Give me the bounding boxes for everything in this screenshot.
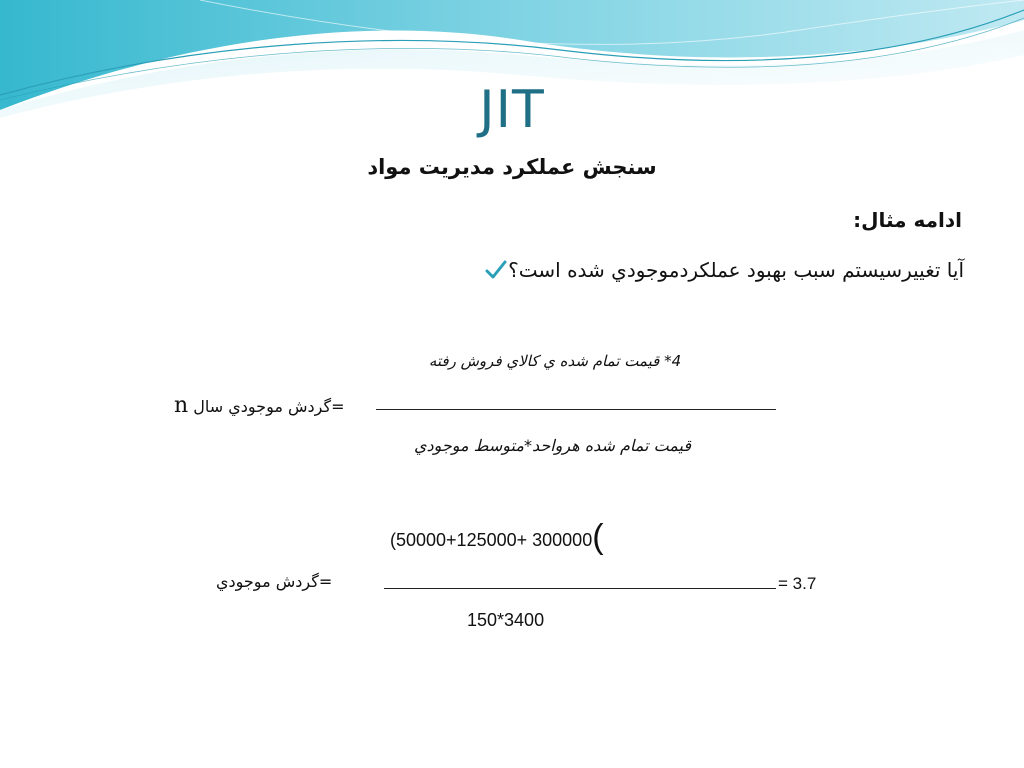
formula2-fraction-line: [384, 588, 776, 589]
question-bullet: [478, 258, 964, 282]
formula1-equals: =: [331, 397, 345, 416]
formula2-paren: (: [592, 518, 604, 556]
formula2-numerator: [390, 518, 604, 557]
checkmark-icon: [484, 258, 508, 282]
slide-title: JIT: [479, 80, 545, 140]
continue-example-heading: ادامه مثال:: [853, 208, 962, 232]
formula1-label: [174, 393, 345, 418]
formula2-label-text: گردش موجودي: [216, 572, 319, 591]
formula1-year-variable: n: [174, 393, 189, 418]
formula1-label-text: گردش موجودي سال: [193, 397, 332, 416]
formula1-denominator: قيمت تمام شده هرواحد*متوسط موجودي: [413, 436, 692, 455]
formula2-numerator-text: (50000+125000+ 300000: [390, 530, 593, 550]
formula2-denominator: 150*3400: [467, 610, 545, 630]
formula2-equals: =: [318, 572, 333, 591]
slide-subtitle: سنجش عملکرد مديريت مواد: [367, 155, 657, 179]
formula1-fraction-line: [376, 409, 776, 410]
question-text: آيا تغييرسيستم سبب بهبود عملکردموجودي شده است؟: [508, 258, 964, 282]
formula1-numerator: 4* قيمت تمام شده ي کالاي فروش رفته: [428, 352, 682, 370]
formula2-label: [216, 572, 332, 591]
formula2-result: = 3.7: [778, 574, 817, 593]
